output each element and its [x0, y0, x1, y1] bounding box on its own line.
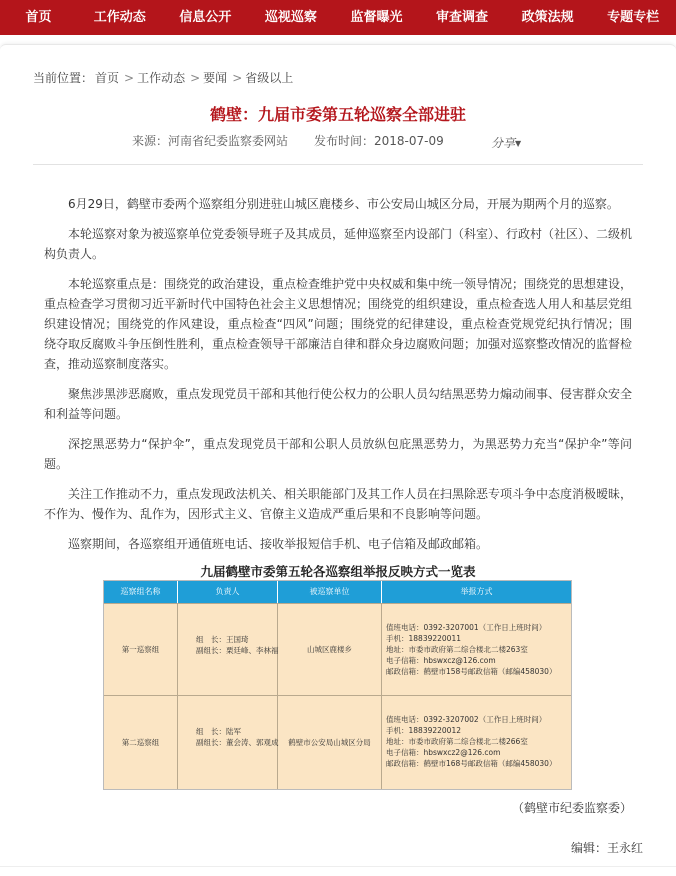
contact-line: 电子信箱：hbswxcz2@126.com [386, 748, 501, 757]
nav-item-work-news[interactable]: 工作动态 [93, 10, 146, 25]
contact-line: 手机：18839220012 [386, 726, 461, 735]
contact-line: 值班电话：0392-3207001（工作日上班时间） [386, 623, 547, 632]
nav-item-exposure[interactable]: 监督曝光 [350, 10, 403, 25]
breadcrumb-separator: > [232, 71, 243, 85]
contact-line: 邮政信箱：鹤壁市158号邮政信箱（邮编458030） [386, 667, 557, 676]
caret-down-icon: ▼ [515, 139, 522, 148]
article-paragraph: 关注工作推动不力，重点发现政法机关、相关职能部门及其工作人员在扫黑除恶专项斗争中态度消极暧昧，不作为、慢作为、乱作为，因形式主义、官僚主义造成严重后果和不良影响等问题。 [44, 487, 633, 521]
main-nav [0, 0, 676, 35]
contact-line: 邮政信箱：鹤壁市168号邮政信箱（邮编458030） [386, 759, 557, 768]
table-cell-unit: 山城区鹿楼乡 [278, 604, 382, 695]
nav-item-regulations[interactable]: 政策法规 [521, 10, 574, 25]
breadcrumb-key-news[interactable]: 要闻 [203, 71, 228, 85]
article-paragraph: 聚焦涉黑涉恶腐败，重点发现党员干部和其他行使公权力的公职人员勾结黑恶势力煽动闹事、侵害群众安全和利益等问题。 [44, 387, 633, 421]
article-meta [132, 132, 444, 149]
table-row [104, 695, 571, 789]
table-cell-contacts [382, 696, 571, 789]
breadcrumb-work-news[interactable]: 工作动态 [137, 71, 186, 85]
share-button[interactable] [491, 134, 521, 151]
breadcrumb-prefix: 当前位置： [33, 71, 94, 85]
table-cell-leaders [178, 604, 278, 695]
article-paragraph: 本轮巡察重点是：围绕党的政治建设，重点检查维护党中央权威和集中统一领导情况；围绕党的思想建设，重点检查学习贯彻习近平新时代中国特色社会主义思想情况；围绕党的组织建设，重点检查选人用人和基层党组织建设情况；围绕党的作风建设，重点检查“四风”问题；围绕党的纪律建设，重点检查党规党纪执行情况；围绕夺取反腐败斗争压倒性胜利，重点检查领导干部廉洁自律和群众身边腐败问题；加强对巡察整改情况的监督检查，推动巡察制度落实。 [44, 277, 633, 371]
contact-line: 地址：市委市政府第二综合楼北二楼266室 [386, 737, 528, 746]
breadcrumb [33, 69, 295, 86]
report-table [103, 580, 572, 790]
article-paragraph: 深挖黑恶势力“保护伞”，重点发现党员干部和公职人员放纵包庇黑恶势力，为黑恶势力充当“保护伞”等问题。 [44, 437, 632, 471]
table-header-cell: 巡察组名称 [104, 581, 178, 603]
nav-item-home[interactable]: 首页 [25, 10, 52, 25]
leader-line: 组 长：王国琦 [196, 635, 249, 644]
breadcrumb-separator: > [124, 71, 135, 85]
table-header-row [104, 581, 571, 603]
divider [0, 866, 676, 867]
report-table-title: 九届鹤壁市委第五轮各巡察组举报反映方式一览表 [200, 564, 476, 579]
contact-line: 手机：18839220011 [386, 634, 461, 643]
article-publish-time: 发布时间：2018-07-09 [314, 134, 444, 148]
article-body [44, 194, 632, 564]
leader-line: 组 长：陆军 [196, 727, 241, 736]
article-paragraph: 本轮巡察对象为被巡察单位党委领导班子及其成员，延伸巡察至内设部门（科室）、行政村（社区）、二级机构负责人。 [44, 227, 633, 261]
divider [33, 164, 643, 165]
table-cell-group: 第一巡察组 [104, 604, 178, 695]
table-row [104, 603, 571, 695]
table-cell-leaders [178, 696, 278, 789]
contact-line: 地址：市委市政府第二综合楼北二楼263室 [386, 645, 528, 654]
leader-line: 副组长：栗廷峰、李林福 [196, 646, 279, 655]
article-source: 来源：河南省纪委监察委网站 [132, 134, 289, 148]
contact-line: 值班电话：0392-3207002（工作日上班时间） [386, 715, 547, 724]
article-paragraph: 巡察期间，各巡察组开通值班电话、接收举报短信手机、电子信箱及邮政邮箱。 [68, 537, 489, 551]
nav-item-special-topics[interactable]: 专题专栏 [607, 10, 660, 25]
nav-item-info-disclosure[interactable]: 信息公开 [179, 10, 232, 25]
table-header-cell: 被巡察单位 [278, 581, 382, 603]
table-header-cell: 负责人 [178, 581, 278, 603]
nav-item-investigation[interactable]: 审查调查 [436, 10, 489, 25]
article-paragraph: 6月29日，鹤壁市委两个巡察组分别进驻山城区鹿楼乡、市公安局山城区分局，开展为期两个月的巡察。 [68, 197, 619, 211]
table-header-cell: 举报方式 [460, 587, 493, 596]
breadcrumb-separator: > [190, 71, 201, 85]
breadcrumb-home[interactable]: 首页 [95, 71, 120, 85]
article-signature: （鹤壁市纪委监察委） [512, 801, 633, 815]
leader-line: 副组长：董会涛、郭观成 [196, 738, 279, 747]
table-cell-unit: 鹤壁市公安局山城区分局 [278, 696, 382, 789]
contact-line: 电子信箱：hbswxcz@126.com [386, 656, 496, 665]
table-cell-contacts [382, 604, 571, 695]
nav-item-inspection[interactable]: 巡视巡察 [264, 10, 317, 25]
breadcrumb-provincial[interactable]: 省级以上 [245, 71, 294, 85]
article-editor: 编辑：王永红 [571, 841, 644, 855]
article-title: 鹤壁：九届市委第五轮巡察全部进驻 [209, 105, 466, 124]
share-label: 分享 [491, 136, 516, 150]
table-cell-group: 第二巡察组 [104, 696, 178, 789]
